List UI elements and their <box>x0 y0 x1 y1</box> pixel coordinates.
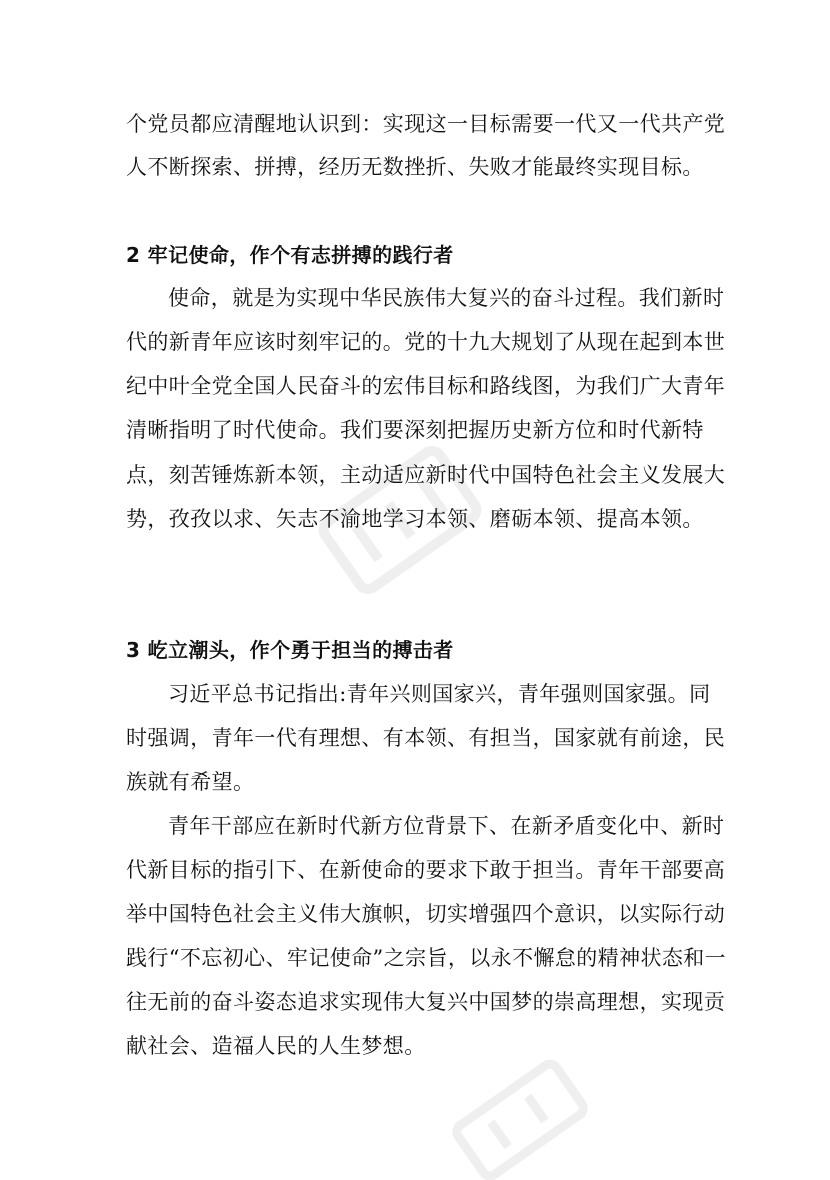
section-3-para1-line: 习近平总书记指出:青年兴则国家兴，青年强则国家强。同 <box>168 682 711 706</box>
section-2-line: 势，孜孜以求、矢志不渝地学习本领、磨砺本领、提高本领。 <box>126 507 704 531</box>
section-3-para2-line: 青年干部应在新时代新方位背景下、在新矛盾变化中、新时 <box>168 814 725 838</box>
section-2-heading: 2 牢记使命，作个有志拼搏的践行者 <box>126 243 454 267</box>
section-3-para2-line: 举中国特色社会主义伟大旗帜，切实增强四个意识，以实际行动 <box>126 902 726 926</box>
section-3-para1-line: 族就有希望。 <box>126 770 255 794</box>
watermark-icon <box>440 1060 600 1180</box>
intro-line: 人不断探索、拼搏，经历无数挫折、失败才能最终实现目标。 <box>126 155 704 179</box>
intro-line: 个党员都应清醒地认识到：实现这一目标需要一代又一代共产党 <box>126 112 726 136</box>
section-2-line: 代的新青年应该时刻牢记的。党的十九大规划了从现在起到本世 <box>126 330 726 354</box>
section-3-para2-line: 代新目标的指引下、在新使命的要求下敢于担当。青年干部要高 <box>126 858 726 882</box>
section-3-heading: 3 屹立潮头，作个勇于担当的搏击者 <box>126 638 454 662</box>
section-2-line: 纪中叶全党全国人民奋斗的宏伟目标和路线图，为我们广大青年 <box>126 374 726 398</box>
section-2-line: 点，刻苦锤炼新本领，主动适应新时代中国特色社会主义发展大 <box>126 463 726 487</box>
section-3-para2-line: 往无前的奋斗姿态追求实现伟大复兴中国梦的崇高理想，实现贡 <box>126 990 726 1014</box>
section-3-para1-line: 时强调，青年一代有理想、有本领、有担当，国家就有前途，民 <box>126 726 726 750</box>
section-2-line: 使命，就是为实现中华民族伟大复兴的奋斗过程。我们新时 <box>168 286 725 310</box>
section-3-para2-line: 献社会、造福人民的人生梦想。 <box>126 1034 426 1058</box>
section-3-para2-line: 践行“不忘初心、牢记使命”之宗旨，以永不懈怠的精神状态和一 <box>126 946 727 970</box>
section-2-line: 清晰指明了时代使命。我们要深刻把握历史新方位和时代新特 <box>126 418 704 442</box>
